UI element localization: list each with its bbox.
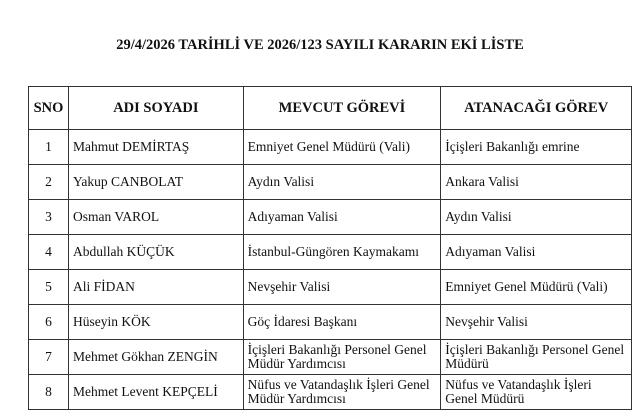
cell-current-position: İçişleri Bakanlığı Personel Genel Müdür Yardımcısı — [243, 340, 441, 375]
cell-new-position: Emniyet Genel Müdürü (Vali) — [441, 270, 632, 305]
cell-new-position: Ankara Valisi — [441, 165, 632, 200]
cell-name: Mehmet Gökhan ZENGİN — [68, 340, 243, 375]
cell-name: Mehmet Levent KEPÇELİ — [68, 375, 243, 410]
cell-new-position: İçişleri Bakanlığı Personel Genel Müdürü — [441, 340, 632, 375]
header-sno: SNO — [29, 87, 69, 130]
cell-sno: 1 — [29, 130, 69, 165]
cell-current-position: Göç İdaresi Başkanı — [243, 305, 441, 340]
cell-current-position: İstanbul-Güngören Kaymakamı — [243, 235, 441, 270]
cell-current-position: Aydın Valisi — [243, 165, 441, 200]
table-row — [29, 375, 632, 410]
cell-name: Hüseyin KÖK — [68, 305, 243, 340]
cell-sno: 7 — [29, 340, 69, 375]
cell-sno: 5 — [29, 270, 69, 305]
cell-new-position: Aydın Valisi — [441, 200, 632, 235]
header-current-position: MEVCUT GÖREVİ — [243, 87, 441, 130]
table-row — [29, 130, 632, 165]
cell-sno: 4 — [29, 235, 69, 270]
document-title: 29/4/2026 TARİHLİ VE 2026/123 SAYILI KARARIN EKİ LİSTE — [116, 37, 524, 53]
cell-current-position: Nüfus ve Vatandaşlık İşleri Genel Müdür Yardımcısı — [243, 375, 441, 410]
header-name: ADI SOYADI — [68, 87, 243, 130]
table-row — [29, 235, 632, 270]
table-row — [29, 340, 632, 375]
cell-name: Ali FİDAN — [68, 270, 243, 305]
cell-sno: 6 — [29, 305, 69, 340]
cell-name: Abdullah KÜÇÜK — [68, 235, 243, 270]
table-row — [29, 305, 632, 340]
cell-new-position: Adıyaman Valisi — [441, 235, 632, 270]
cell-new-position: Nevşehir Valisi — [441, 305, 632, 340]
cell-current-position: Adıyaman Valisi — [243, 200, 441, 235]
cell-current-position: Emniyet Genel Müdürü (Vali) — [243, 130, 441, 165]
table-row — [29, 165, 632, 200]
cell-name: Yakup CANBOLAT — [68, 165, 243, 200]
cell-new-position: İçişleri Bakanlığı emrine — [441, 130, 632, 165]
cell-name: Mahmut DEMİRTAŞ — [68, 130, 243, 165]
cell-name: Osman VAROL — [68, 200, 243, 235]
header-new-position: ATANACAĞI GÖREV — [441, 87, 632, 130]
table-row — [29, 200, 632, 235]
cell-sno: 8 — [29, 375, 69, 410]
appointment-table — [28, 86, 632, 410]
cell-new-position: Nüfus ve Vatandaşlık İşleri Genel Müdürü — [441, 375, 632, 410]
table-row — [29, 270, 632, 305]
table-header-row — [29, 87, 632, 130]
cell-sno: 2 — [29, 165, 69, 200]
cell-current-position: Nevşehir Valisi — [243, 270, 441, 305]
table-body — [29, 130, 632, 410]
cell-sno: 3 — [29, 200, 69, 235]
